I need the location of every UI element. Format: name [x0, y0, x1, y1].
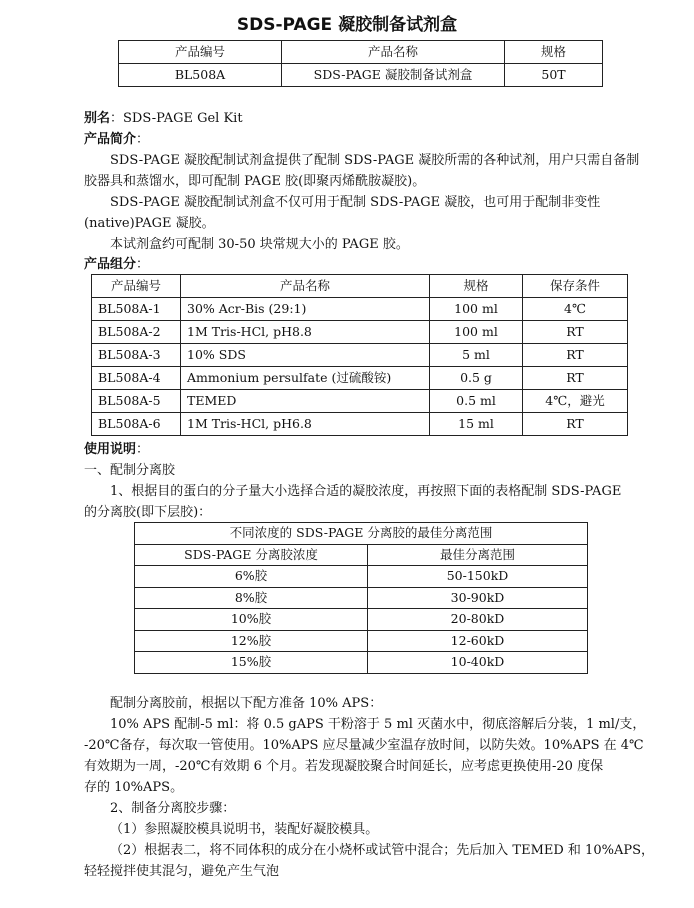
components-heading-text: 产品组分 [84, 257, 137, 272]
table-row [92, 321, 628, 344]
intro-heading-text: 产品简介 [84, 132, 137, 147]
table-cell: 100 ml [430, 321, 523, 344]
intro-line: SDS-PAGE 凝胶配制试剂盒不仅可用于配制 SDS-PAGE 凝胶，也可用于配制非变性 [110, 195, 601, 210]
table-cell: RT [523, 413, 628, 436]
table-cell: 20-80kD [368, 609, 588, 631]
table-cell: 12-60kD [368, 630, 588, 652]
table-cell: RT [523, 321, 628, 344]
table-cell: 100 ml [430, 298, 523, 321]
separation-range-table [134, 522, 588, 674]
alias-label: 别名 [84, 111, 111, 126]
table-cell: TEMED [181, 390, 430, 413]
header-cell: 保存条件 [523, 275, 628, 298]
table-row [92, 413, 628, 436]
table-cell: BL508A-1 [92, 298, 181, 321]
table-cell: 1M Tris-HCl, pH6.8 [181, 413, 430, 436]
table-row [135, 652, 588, 674]
intro-heading [84, 130, 149, 150]
header-cell: 产品名称 [282, 41, 505, 64]
table-cell: Ammonium persulfate (过硫酸铵) [181, 367, 430, 390]
table-row [92, 344, 628, 367]
table-row [119, 64, 603, 87]
section-heading: 一、配制分离胶 [84, 463, 176, 478]
table-header-row [135, 544, 588, 566]
usage-heading-colon: ： [136, 442, 150, 457]
table-cell: 10% SDS [181, 344, 430, 367]
table-cell: 6%胶 [135, 566, 368, 588]
usage-heading [84, 440, 149, 460]
aps-line: 存的 10%APS。 [84, 780, 184, 795]
table-row [135, 587, 588, 609]
table-cell: BL508A-4 [92, 367, 181, 390]
table-cell: 4℃，避光 [523, 390, 628, 413]
intro-line: SDS-PAGE 凝胶配制试剂盒提供了配制 SDS-PAGE 凝胶所需的各种试剂，用户只需自备制 [110, 153, 640, 168]
alias-line [84, 109, 243, 129]
header-cell: 产品编号 [119, 41, 282, 64]
table-cell: 50T [505, 64, 603, 87]
aps-line: 配制分离胶前，根据以下配方准备 10% APS： [110, 696, 383, 711]
table-cell: BL508A-5 [92, 390, 181, 413]
step-line: （1）参照凝胶模具说明书，装配好凝胶模具。 [110, 822, 379, 837]
table-cell: RT [523, 344, 628, 367]
header-cell: 规格 [430, 275, 523, 298]
step-line: （2）根据表二，将不同体积的成分在小烧杯或试管中混合；先后加入 TEMED 和 10%APS， [110, 843, 654, 858]
table-cell: 10%胶 [135, 609, 368, 631]
table-row [135, 609, 588, 631]
table-cell: 30% Acr-Bis (29:1) [181, 298, 430, 321]
table-cell: BL508A-2 [92, 321, 181, 344]
table-cell: BL508A-6 [92, 413, 181, 436]
components-heading-colon: ： [136, 257, 150, 272]
components-heading [84, 255, 149, 275]
table-header-row [119, 41, 603, 64]
table-row [135, 630, 588, 652]
table-cell: 12%胶 [135, 630, 368, 652]
table-cell: BL508A-3 [92, 344, 181, 367]
usage-heading-text: 使用说明 [84, 442, 137, 457]
components-table [91, 274, 628, 436]
header-cell: SDS-PAGE 分离胶浓度 [135, 544, 368, 566]
intro-line: (native)PAGE 凝胶。 [84, 216, 215, 231]
table-cell: 0.5 ml [430, 390, 523, 413]
table-cell: 15 ml [430, 413, 523, 436]
aps-line: -20℃备存，每次取一管使用。10%APS 应尽量减少室温存放时间，以防失效。10%APS 在 4℃ [84, 738, 644, 753]
table-cell: BL508A [119, 64, 282, 87]
alias-colon: ： [110, 111, 124, 126]
header-cell: 规格 [505, 41, 603, 64]
header-cell: 最佳分离范围 [368, 544, 588, 566]
table-cell: 8%胶 [135, 587, 368, 609]
table-cell: 30-90kD [368, 587, 588, 609]
table-row [92, 298, 628, 321]
table-caption: 不同浓度的 SDS-PAGE 分离胶的最佳分离范围 [135, 523, 588, 545]
intro-heading-colon: ： [136, 132, 150, 147]
table-cell: 5 ml [430, 344, 523, 367]
table-row [135, 566, 588, 588]
header-cell: 产品名称 [181, 275, 430, 298]
step-line: 的分离胶(即下层胶)： [84, 505, 212, 520]
table-cell: 10-40kD [368, 652, 588, 674]
product-info-table [118, 40, 603, 87]
step-heading: 2、制备分离胶步骤： [110, 801, 236, 816]
header-cell: 产品编号 [92, 275, 181, 298]
table-header-row [92, 275, 628, 298]
step-line: 轻轻搅拌使其混匀，避免产生气泡 [84, 864, 280, 879]
table-cell: 4℃ [523, 298, 628, 321]
intro-line: 胶器具和蒸馏水，即可配制 PAGE 胶(即聚丙烯酰胺凝胶)。 [84, 174, 426, 189]
step-line: 1、根据目的蛋白的分子量大小选择合适的凝胶浓度，再按照下面的表格配制 SDS-PAGE [110, 484, 622, 499]
table-cell: 50-150kD [368, 566, 588, 588]
intro-line: 本试剂盒约可配制 30-50 块常规大小的 PAGE 胶。 [110, 237, 409, 252]
document-title: SDS-PAGE 凝胶制备试剂盒 [236, 15, 458, 35]
table-row [92, 390, 628, 413]
table-cell: 0.5 g [430, 367, 523, 390]
aps-line: 10% APS 配制-5 ml：将 0.5 gAPS 干粉溶于 5 ml 灭菌水中，彻底溶解后分装，1 ml/支， [110, 717, 646, 732]
aps-line: 有效期为一周，-20℃有效期 6 个月。若发现凝胶聚合时间延长，应考虑更换使用-20 度保 [84, 759, 604, 774]
table-cell: 15%胶 [135, 652, 368, 674]
alias-value: SDS-PAGE Gel Kit [123, 111, 243, 126]
table-cell: 1M Tris-HCl, pH8.8 [181, 321, 430, 344]
table-cell: RT [523, 367, 628, 390]
table-row [92, 367, 628, 390]
table-caption-row [135, 523, 588, 545]
table-cell: SDS-PAGE 凝胶制备试剂盒 [282, 64, 505, 87]
